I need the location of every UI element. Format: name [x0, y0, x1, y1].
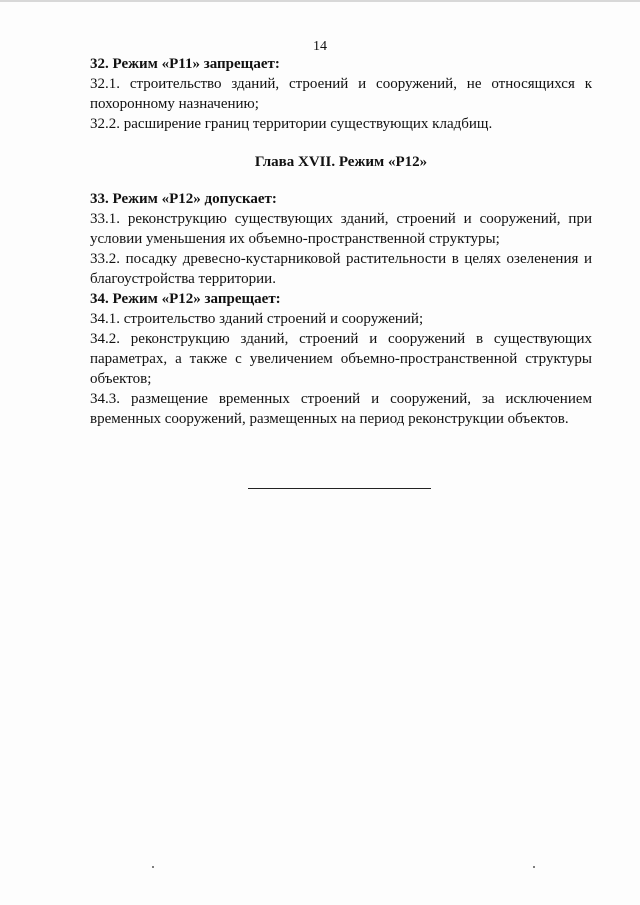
document-body — [90, 54, 592, 429]
section-33-heading: 33. Режим «Р12» допускает: — [90, 191, 277, 207]
section-32-item-2: 32.2. расширение границ территории существующих кладбищ. — [90, 116, 493, 132]
section-34-heading: 34. Режим «Р12» запрещает: — [90, 291, 281, 307]
section-33-item-2: 33.2. посадку древесно-кустарниковой растительности в целях озеленения и благоустройства территории. — [90, 251, 592, 287]
section-34-item-3: 34.3. размещение временных строений и сооружений, за исключением временных сооружений, размещенных на период реконструкции объектов. — [90, 391, 592, 427]
chapter-title: Глава XVII. Режим «Р12» — [254, 154, 428, 170]
section-32-heading: 32. Режим «Р11» запрещает: — [90, 56, 280, 72]
scan-top-edge — [0, 0, 640, 2]
section-33-item-1: 33.1. реконструкцию существующих зданий, строений и сооружений, при условии уменьшения их объемно-пространственной структуры; — [90, 211, 592, 247]
page-number: 14 — [313, 39, 327, 54]
scan-speck — [533, 866, 535, 868]
section-34-item-1: 34.1. строительство зданий строений и сооружений; — [90, 311, 424, 327]
closing-rule — [248, 488, 431, 489]
scan-speck — [152, 866, 154, 868]
section-34-item-2: 34.2. реконструкцию зданий, строений и сооружений в существующих параметрах, а также с увеличением объемно-пространственной структуры объектов; — [90, 331, 592, 387]
section-32-item-1: 32.1. строительство зданий, строений и сооружений, не относящихся к похоронному назначению; — [90, 76, 592, 112]
